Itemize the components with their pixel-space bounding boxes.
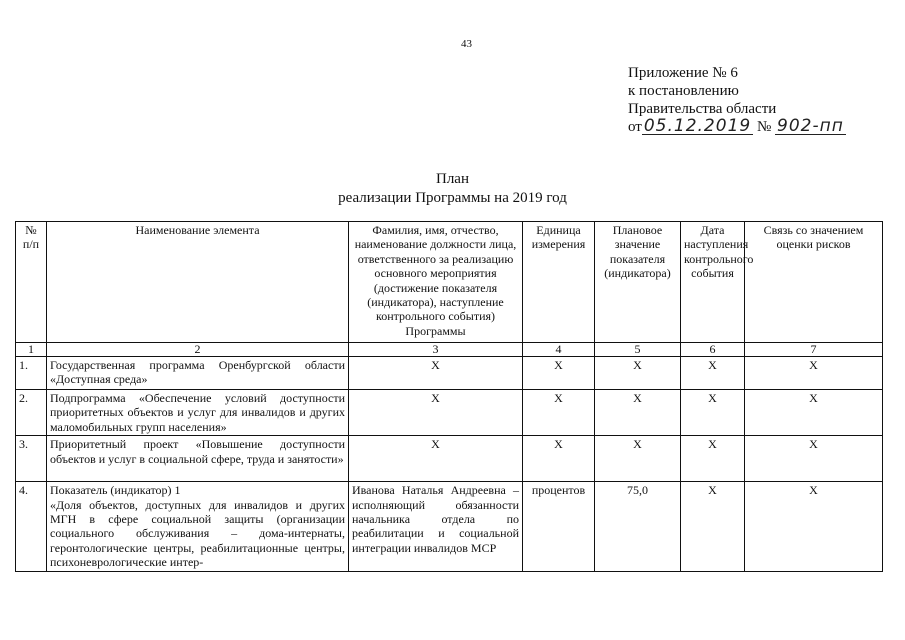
- row-unit: процентов: [523, 482, 595, 572]
- row-event-date: X: [681, 357, 745, 390]
- row-event-date: X: [681, 390, 745, 436]
- row-number: 4.: [16, 482, 47, 572]
- document-title: [0, 170, 905, 208]
- title-line-1: План: [435, 171, 469, 187]
- header-cell-name: Наименование элемента: [47, 222, 349, 343]
- row-risk-link: X: [745, 436, 883, 482]
- row-event-date: X: [681, 482, 745, 572]
- table-row: [16, 357, 883, 390]
- column-number: 6: [681, 343, 745, 357]
- header-cell-risk: Связь со значением оценки рисков: [745, 222, 883, 343]
- row-element-name: Приоритетный проект «Повышение доступности объектов и услуг в социальной сфере, труда и занятости»: [47, 436, 349, 482]
- handwritten-date: 05.12.2019: [643, 116, 752, 136]
- column-number: 2: [47, 343, 349, 357]
- row-number: 3.: [16, 436, 47, 482]
- date-prefix: от: [628, 119, 642, 135]
- row-planned-value: 75,0: [595, 482, 681, 572]
- row-element-name: «Доля объектов, доступных для инвалидов и других МГН в сфере социальной защиты (организации социального обслуживания – дома-интернаты, геронтологические центры, реабилитационные центры, психоневрологические интер-: [50, 497, 345, 570]
- appendix-block: [628, 64, 846, 136]
- row-planned-value: X: [595, 390, 681, 436]
- row-number: 2.: [16, 390, 47, 436]
- column-number: 7: [745, 343, 883, 357]
- column-number: 5: [595, 343, 681, 357]
- header-cell-planned: Плановое значение показателя (индикатора): [595, 222, 681, 343]
- plan-table: [15, 221, 883, 572]
- page-number: 43: [461, 38, 472, 50]
- row-element-name: Государственная программа Оренбургской области «Доступная среда»: [47, 357, 349, 390]
- title-line-2: реализации Программы на 2019 год: [338, 190, 567, 206]
- column-number: 3: [349, 343, 523, 357]
- row-responsible: X: [349, 436, 523, 482]
- appendix-line-2: к постановлению: [628, 83, 739, 99]
- row-risk-link: X: [745, 482, 883, 572]
- row-number: 1.: [16, 357, 47, 390]
- row-element-name-cell: [47, 482, 349, 572]
- column-number: 1: [16, 343, 47, 357]
- row-risk-link: X: [745, 357, 883, 390]
- number-prefix: №: [756, 119, 772, 135]
- row-unit: X: [523, 436, 595, 482]
- column-number: 4: [523, 343, 595, 357]
- row-responsible: X: [349, 357, 523, 390]
- row-planned-value: X: [595, 436, 681, 482]
- row-event-date: X: [681, 436, 745, 482]
- row-responsible: Иванова Наталья Андреевна – исполняющий обязанности начальника отдела по реабилитации и социальной интеграции инвалидов МСР: [349, 482, 523, 572]
- table-row: [16, 482, 883, 572]
- appendix-date-line: [628, 118, 846, 136]
- table-row: [16, 436, 883, 482]
- row-indicator-title: Показатель (индикатор) 1: [50, 483, 181, 498]
- table-header-row: [16, 222, 883, 343]
- row-risk-link: X: [745, 390, 883, 436]
- row-unit: X: [523, 357, 595, 390]
- row-element-name-clip: [50, 483, 345, 569]
- handwritten-number: 902-пп: [777, 116, 844, 136]
- column-number-row: [16, 343, 883, 357]
- row-element-name: Подпрограмма «Обеспечение условий доступности приоритетных объектов и услуг для инвалидов и других маломобильных групп населения»: [47, 390, 349, 436]
- table-row: [16, 390, 883, 436]
- appendix-line-1: Приложение № 6: [628, 65, 738, 81]
- header-cell-responsible: Фамилия, имя, отчество, наименование должности лица, ответственного за реализацию основного мероприятия (достижение показателя (индикатора), наступление контрольного события) Программы: [349, 222, 523, 343]
- appendix-line-3: Правительства области: [628, 101, 777, 117]
- header-cell-unit: Единица измерения: [523, 222, 595, 343]
- header-cell-number: № п/п: [16, 222, 47, 343]
- row-unit: X: [523, 390, 595, 436]
- row-responsible: X: [349, 390, 523, 436]
- header-cell-date: Дата наступления контрольного события: [681, 222, 745, 343]
- row-planned-value: X: [595, 357, 681, 390]
